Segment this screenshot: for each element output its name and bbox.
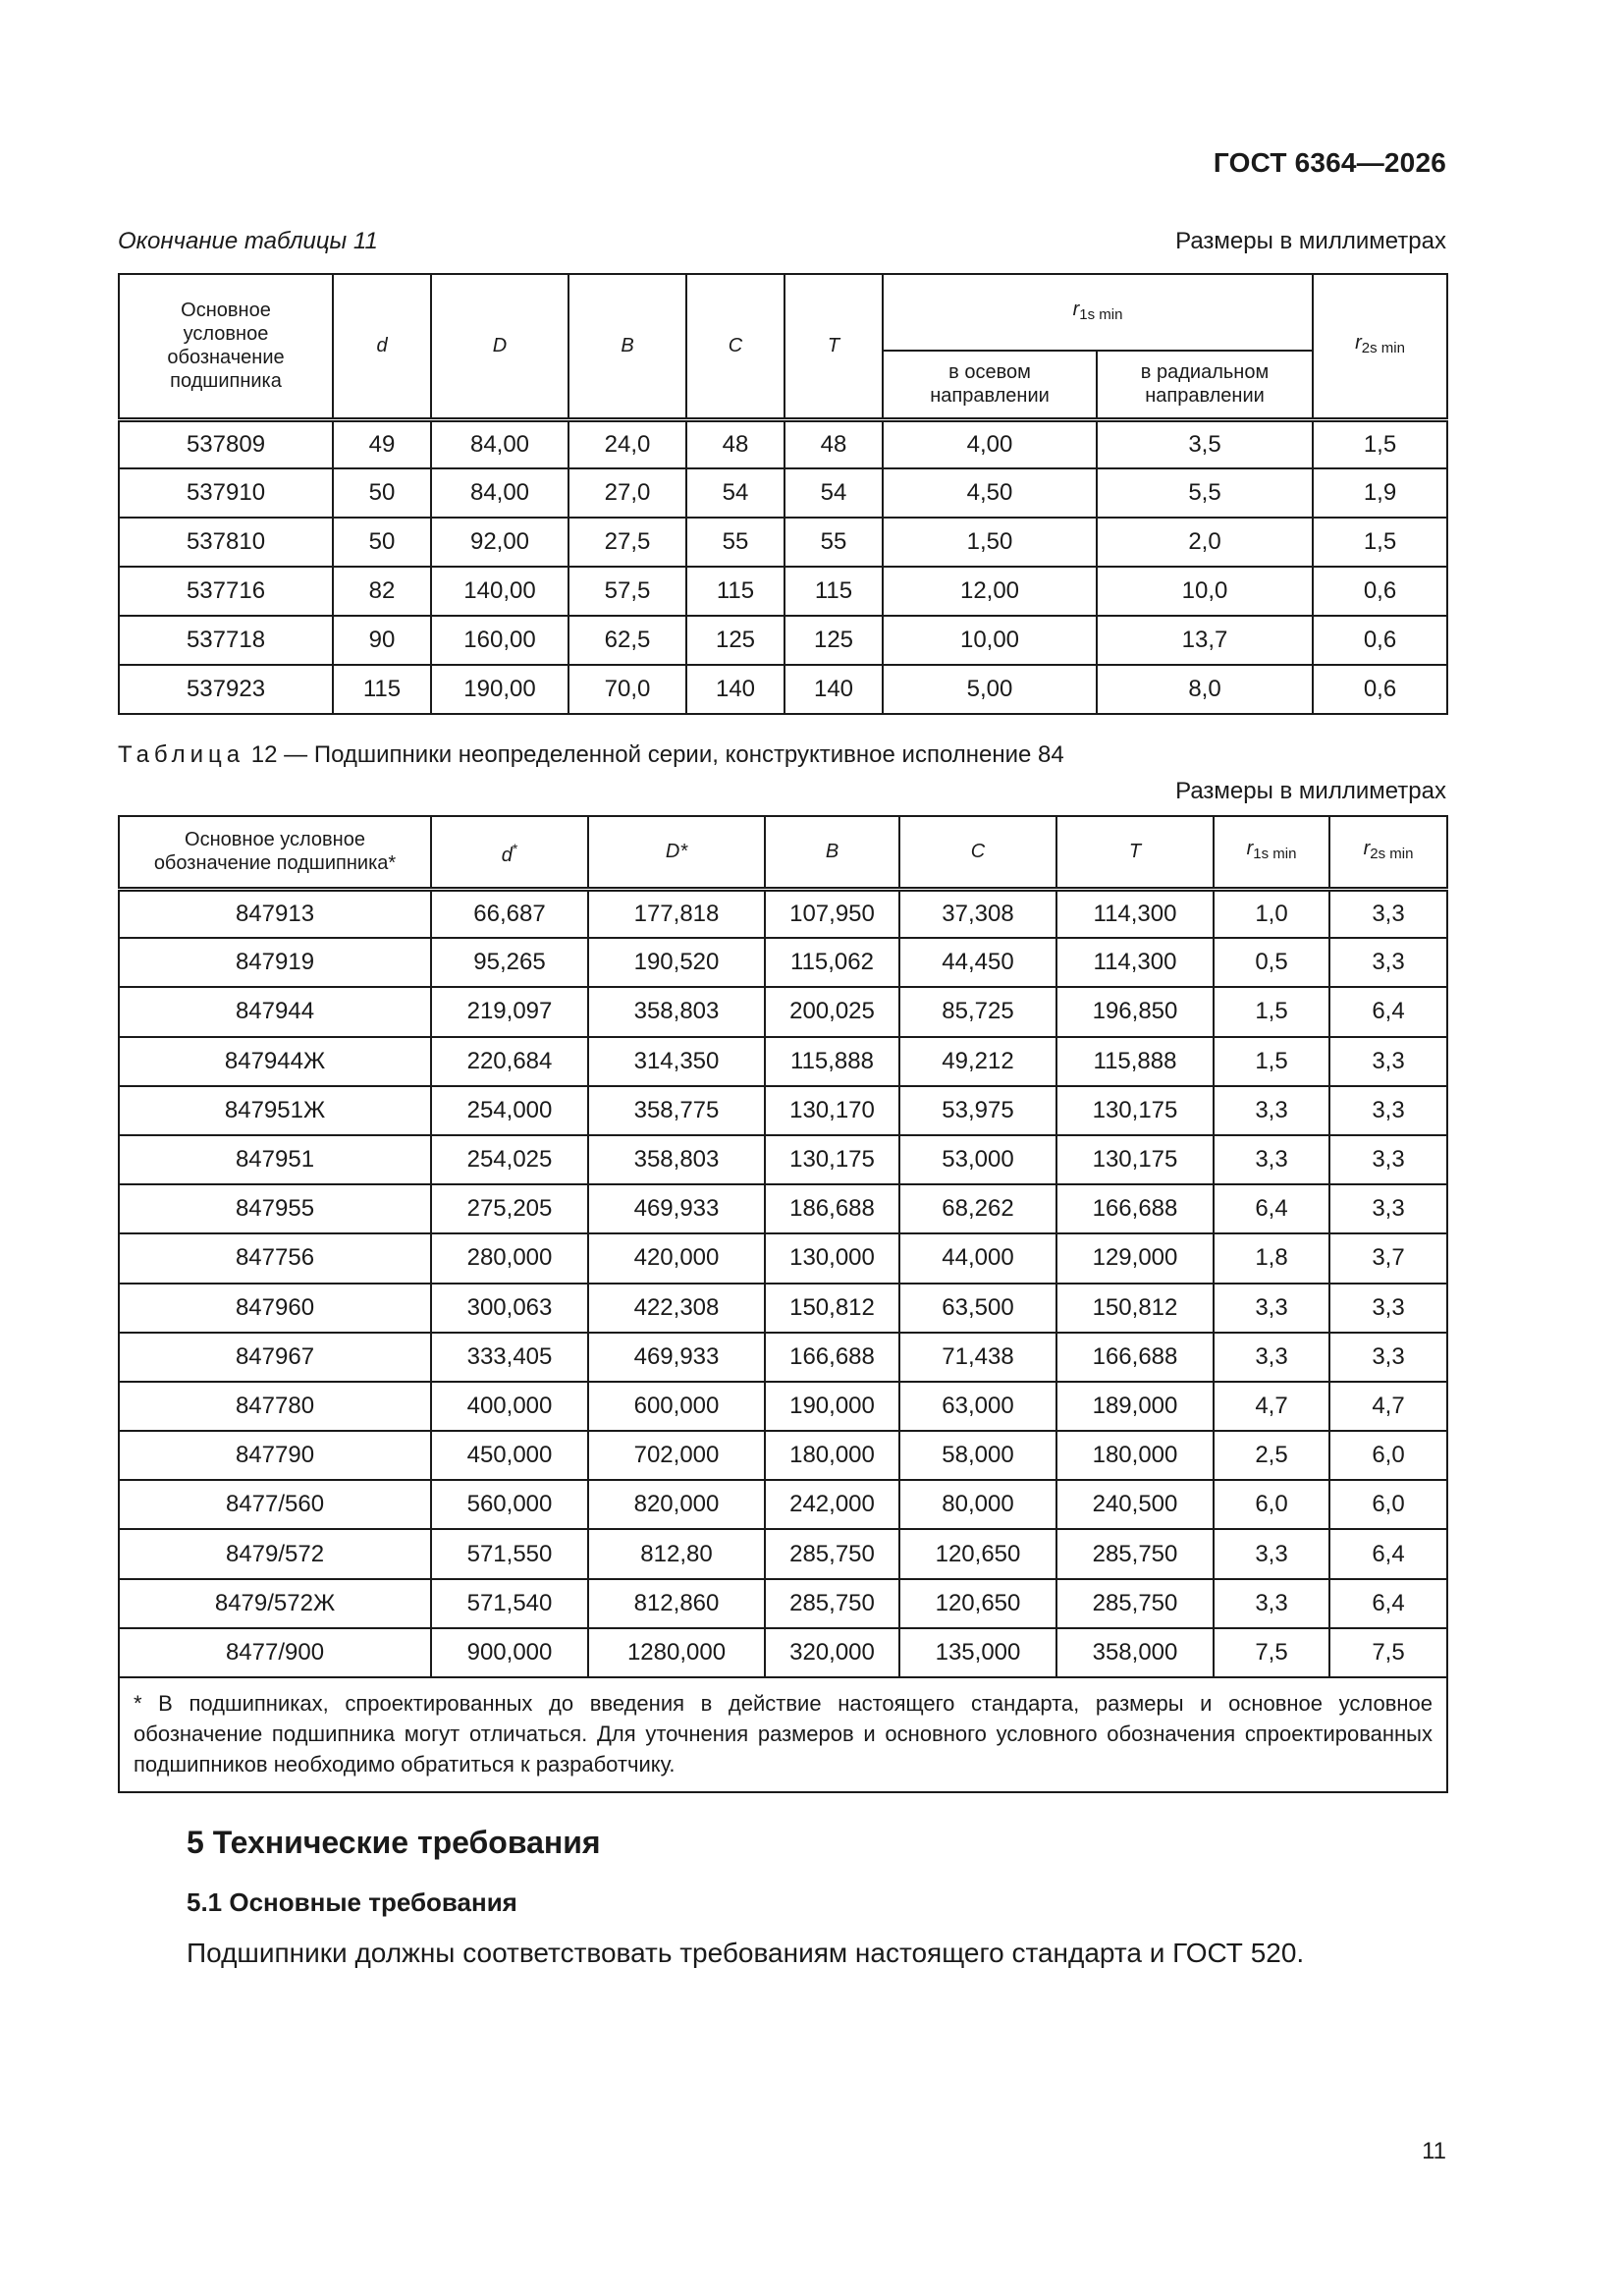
table-cell: 314,350 [588,1037,765,1086]
table-cell-designation: 847960 [119,1284,431,1333]
table-cell: 3,3 [1329,1086,1447,1135]
table-cell: 115 [686,567,784,616]
table-cell: 50 [333,468,431,518]
table-cell: 6,0 [1329,1480,1447,1529]
table-cell: 254,000 [431,1086,588,1135]
table-cell: 166,688 [765,1333,899,1382]
table-cell-designation: 8477/900 [119,1628,431,1677]
table-cell: 90 [333,616,431,665]
table-cell-designation: 537716 [119,567,333,616]
table-cell: 130,175 [1056,1086,1214,1135]
table-cell: 358,803 [588,1135,765,1184]
table-cell: 85,725 [899,987,1056,1036]
table-cell: 3,3 [1329,1333,1447,1382]
table-cell: 1,50 [883,518,1097,567]
table-cell: 5,5 [1097,468,1313,518]
table-cell: 84,00 [431,468,568,518]
table-cell: 0,6 [1313,665,1447,714]
table12-header-r1: $r_{1s min}$ [1214,816,1329,889]
table-cell: 812,80 [588,1529,765,1578]
table12-header-r2: $r_{2s min}$ [1329,816,1447,889]
table-cell: 63,000 [899,1382,1056,1431]
table-cell: 820,000 [588,1480,765,1529]
table-cell: 7,5 [1214,1628,1329,1677]
table-cell: 1,5 [1313,518,1447,567]
table-cell: 129,000 [1056,1233,1214,1283]
table-cell: 114,300 [1056,889,1214,938]
table-cell-designation: 847944 [119,987,431,1036]
table-cell: 285,750 [1056,1579,1214,1628]
table-cell: 300,063 [431,1284,588,1333]
table-cell: 3,3 [1329,938,1447,987]
table-cell: 812,860 [588,1579,765,1628]
table-cell: 3,3 [1214,1135,1329,1184]
table-cell: 358,803 [588,987,765,1036]
table-cell: 3,3 [1214,1333,1329,1382]
table-cell: 66,687 [431,889,588,938]
table-cell: 400,000 [431,1382,588,1431]
table-cell: 3,5 [1097,419,1313,468]
table-row [119,1184,1447,1233]
table-row [119,468,1447,518]
table12 [118,815,1448,1793]
table-cell: 180,000 [1056,1431,1214,1480]
table-cell-designation: 8479/572Ж [119,1579,431,1628]
table-cell: 55 [784,518,883,567]
table-row [119,616,1447,665]
table-cell-designation: 847951Ж [119,1086,431,1135]
table-cell: 50 [333,518,431,567]
table-cell: 150,812 [1056,1284,1214,1333]
table-cell: 115 [333,665,431,714]
table-cell: 6,4 [1214,1184,1329,1233]
table-cell: 115 [784,567,883,616]
page-number: 11 [1422,2138,1446,2164]
table-cell-designation: 537923 [119,665,333,714]
table-row [119,665,1447,714]
table-cell: 358,000 [1056,1628,1214,1677]
table-row [119,1233,1447,1283]
table12-header-B: B [765,816,899,889]
table-row [119,1037,1447,1086]
table-cell: 84,00 [431,419,568,468]
table-row [119,1431,1447,1480]
table-cell: 53,000 [899,1135,1056,1184]
table-cell: 130,175 [765,1135,899,1184]
table-row [119,938,1447,987]
table-cell: 900,000 [431,1628,588,1677]
subsection-title: 5.1 Основные требования [187,1887,517,1917]
table-cell: 115,888 [1056,1037,1214,1086]
table-cell: 68,262 [899,1184,1056,1233]
table11-caption: Окончание таблицы 11 [118,228,378,254]
table-cell: 333,405 [431,1333,588,1382]
table-cell: 4,7 [1214,1382,1329,1431]
table-cell: 1,5 [1313,419,1447,468]
table-cell: 196,850 [1056,987,1214,1036]
table-cell: 62,5 [568,616,686,665]
table-cell: 7,5 [1329,1628,1447,1677]
table-row [119,419,1447,468]
table-cell-designation: 537810 [119,518,333,567]
table-cell: 55 [686,518,784,567]
table12-footnote: * В подшипниках, спроектированных до введения в действие настоящего стандарта, размеры и основное условное обозначение подшипника могут отличаться. Для уточнения размеров и основного условного обозначения спроектированных подшипников необходимо обратиться к разработчику. [119,1677,1447,1792]
table-cell: 0,6 [1313,616,1447,665]
table11-header-radial: в радиальном направлении [1097,351,1313,419]
table11-header-r1: $r_{1s min}$ [883,274,1313,351]
table-row [119,1579,1447,1628]
table-cell: 120,650 [899,1579,1056,1628]
table-cell: 3,3 [1329,1284,1447,1333]
table-cell: 200,025 [765,987,899,1036]
table-cell: 53,975 [899,1086,1056,1135]
table-row [119,1333,1447,1382]
table-cell: 0,5 [1214,938,1329,987]
table11-header-D: D [431,274,568,419]
table-cell: 12,00 [883,567,1097,616]
table-cell: 6,4 [1329,987,1447,1036]
table-cell-designation: 8479/572 [119,1529,431,1578]
table-cell: 189,000 [1056,1382,1214,1431]
table-cell: 48 [686,419,784,468]
table12-header-designation: Основное условное обозначение подшипника* [119,816,431,889]
table-cell: 95,265 [431,938,588,987]
table-cell: 80,000 [899,1480,1056,1529]
table11-header-axial: в осевом направлении [883,351,1097,419]
table-cell: 285,750 [765,1529,899,1578]
table-cell: 3,3 [1214,1579,1329,1628]
table-cell: 130,175 [1056,1135,1214,1184]
table-cell: 5,00 [883,665,1097,714]
table-cell: 219,097 [431,987,588,1036]
table-cell: 3,3 [1214,1284,1329,1333]
table-cell: 63,500 [899,1284,1056,1333]
table-cell: 1,0 [1214,889,1329,938]
table12-header-D: D* [588,816,765,889]
table-cell: 140 [784,665,883,714]
table-cell: 6,0 [1214,1480,1329,1529]
table-cell: 469,933 [588,1333,765,1382]
document-header: ГОСТ 6364—2026 [1213,147,1446,178]
table-cell: 220,684 [431,1037,588,1086]
table-cell: 120,650 [899,1529,1056,1578]
table-cell: 1,5 [1214,1037,1329,1086]
table-cell: 125 [686,616,784,665]
table-cell: 190,520 [588,938,765,987]
table-row [119,1628,1447,1677]
table-cell: 560,000 [431,1480,588,1529]
table-cell: 1,9 [1313,468,1447,518]
table-cell: 130,000 [765,1233,899,1283]
table-cell: 125 [784,616,883,665]
table-cell: 57,5 [568,567,686,616]
table12-header-d: d* [431,816,588,889]
table-cell: 44,450 [899,938,1056,987]
table-cell: 702,000 [588,1431,765,1480]
table11 [118,273,1448,715]
table-cell: 3,3 [1329,1184,1447,1233]
table-cell-designation: 847951 [119,1135,431,1184]
table-cell: 54 [784,468,883,518]
table-cell: 3,3 [1329,1135,1447,1184]
table-cell: 6,0 [1329,1431,1447,1480]
table-cell: 285,750 [765,1579,899,1628]
table12-header-C: C [899,816,1056,889]
table-cell: 240,500 [1056,1480,1214,1529]
table-cell-designation: 847780 [119,1382,431,1431]
table-cell: 2,0 [1097,518,1313,567]
table-cell: 3,3 [1214,1086,1329,1135]
table-cell: 254,025 [431,1135,588,1184]
table-cell: 420,000 [588,1233,765,1283]
table-cell: 6,4 [1329,1579,1447,1628]
table-cell: 4,00 [883,419,1097,468]
table-cell: 1280,000 [588,1628,765,1677]
table-cell: 54 [686,468,784,518]
table-cell-designation: 537910 [119,468,333,518]
table-cell: 280,000 [431,1233,588,1283]
table-cell-designation: 847756 [119,1233,431,1283]
table-cell: 186,688 [765,1184,899,1233]
table-cell: 71,438 [899,1333,1056,1382]
table-cell-designation: 847955 [119,1184,431,1233]
table-cell: 571,550 [431,1529,588,1578]
table-cell: 0,6 [1313,567,1447,616]
table-cell: 114,300 [1056,938,1214,987]
table-cell: 10,00 [883,616,1097,665]
table-cell: 10,0 [1097,567,1313,616]
table-cell: 571,540 [431,1579,588,1628]
table-cell: 24,0 [568,419,686,468]
table11-header-B: B [568,274,686,419]
table-cell: 1,8 [1214,1233,1329,1283]
table-cell-designation: 537718 [119,616,333,665]
table-cell: 4,50 [883,468,1097,518]
table-row [119,518,1447,567]
table-cell: 82 [333,567,431,616]
table-cell-designation: 847919 [119,938,431,987]
table11-caption-row [118,228,1446,255]
section-title: 5 Технические требования [187,1825,601,1860]
table-cell: 58,000 [899,1431,1056,1480]
table-row [119,567,1447,616]
table-cell: 600,000 [588,1382,765,1431]
table-cell: 190,00 [431,665,568,714]
table-cell: 358,775 [588,1086,765,1135]
table-cell: 70,0 [568,665,686,714]
table-cell: 115,888 [765,1037,899,1086]
table-cell: 130,170 [765,1086,899,1135]
table-cell: 190,000 [765,1382,899,1431]
table-cell: 140,00 [431,567,568,616]
body-paragraph: Подшипники должны соответствовать требованиям настоящего стандарта и ГОСТ 520. [187,1938,1305,1968]
table-cell: 469,933 [588,1184,765,1233]
table12-title-word: Таблица [118,741,245,768]
table-cell: 180,000 [765,1431,899,1480]
table-cell: 135,000 [899,1628,1056,1677]
table-row [119,1135,1447,1184]
table-cell: 48 [784,419,883,468]
table-cell: 4,7 [1329,1382,1447,1431]
table-cell: 49 [333,419,431,468]
table-cell: 37,308 [899,889,1056,938]
table-cell: 2,5 [1214,1431,1329,1480]
table-cell: 242,000 [765,1480,899,1529]
table-cell-designation: 847913 [119,889,431,938]
table-row [119,1529,1447,1578]
table-cell-designation: 847967 [119,1333,431,1382]
table-cell: 49,212 [899,1037,1056,1086]
table-cell: 150,812 [765,1284,899,1333]
table11-header-T: T [784,274,883,419]
table-row [119,889,1447,938]
table11-header-designation: Основное условное обозначение подшипника [119,274,333,419]
table-cell: 140 [686,665,784,714]
table-row [119,1480,1447,1529]
table-cell: 166,688 [1056,1333,1214,1382]
table-cell: 275,205 [431,1184,588,1233]
table-cell: 320,000 [765,1628,899,1677]
table-row [119,1284,1447,1333]
table-cell: 115,062 [765,938,899,987]
table-cell: 6,4 [1329,1529,1447,1578]
table-cell-designation: 847790 [119,1431,431,1480]
table11-header-d: d [333,274,431,419]
table12-title [118,741,1064,769]
table-cell: 27,5 [568,518,686,567]
table-cell: 27,0 [568,468,686,518]
table-cell: 422,308 [588,1284,765,1333]
table-cell: 160,00 [431,616,568,665]
table-cell: 92,00 [431,518,568,567]
table11-units: Размеры в миллиметрах [1175,228,1446,254]
table-cell: 3,3 [1329,1037,1447,1086]
table11-header-r2: $r_{2s min}$ [1313,274,1447,419]
table-cell: 285,750 [1056,1529,1214,1578]
table-cell: 107,950 [765,889,899,938]
table-cell: 44,000 [899,1233,1056,1283]
table-row [119,987,1447,1036]
table-cell: 3,3 [1214,1529,1329,1578]
table-cell: 3,7 [1329,1233,1447,1283]
table12-title-text: 12 — Подшипники неопределенной серии, конструктивное исполнение 84 [250,741,1064,768]
table-cell: 166,688 [1056,1184,1214,1233]
table-cell-designation: 8477/560 [119,1480,431,1529]
table-cell: 3,3 [1329,889,1447,938]
table12-units: Размеры в миллиметрах [1175,778,1446,804]
table-cell-designation: 847944Ж [119,1037,431,1086]
table11-header-C: C [686,274,784,419]
table-cell: 8,0 [1097,665,1313,714]
table-cell: 450,000 [431,1431,588,1480]
table-cell-designation: 537809 [119,419,333,468]
table-cell: 13,7 [1097,616,1313,665]
table-cell: 177,818 [588,889,765,938]
table-cell: 1,5 [1214,987,1329,1036]
table-row [119,1086,1447,1135]
table-row [119,1382,1447,1431]
table12-header-T: T [1056,816,1214,889]
